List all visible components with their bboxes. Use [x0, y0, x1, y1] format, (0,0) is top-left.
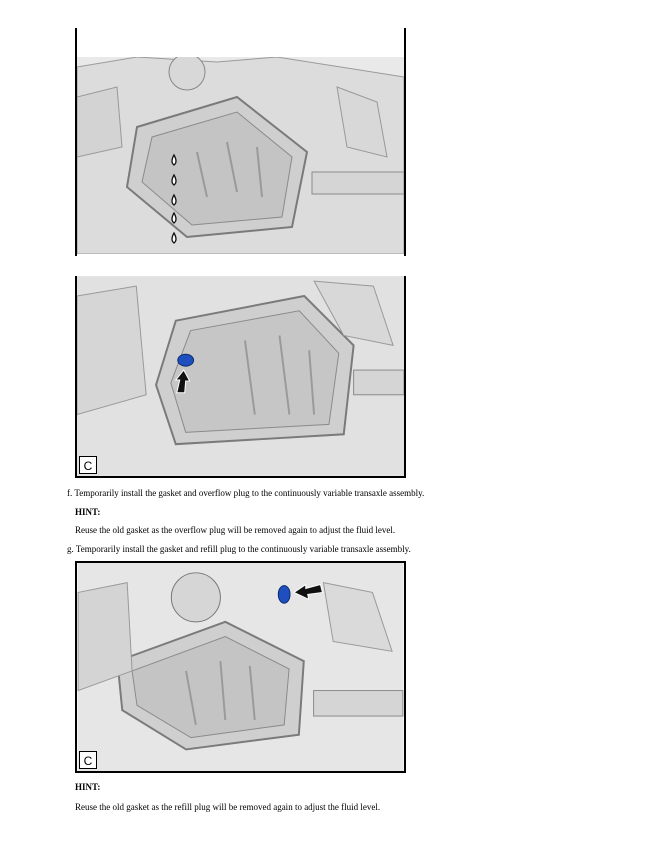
figure-callout-label: C	[79, 456, 97, 474]
figure-callout-label: C	[79, 751, 97, 769]
hint-text: Reuse the old gasket as the overflow plug will be removed again to adjust the fluid level.	[75, 525, 396, 535]
hint-label: HINT:	[75, 507, 101, 517]
oil-pan-drawing	[77, 276, 404, 476]
step-g-text: g. Temporarily install the gasket and refill plug to the continuously variable transaxle assembly.	[67, 544, 411, 554]
hint-text: Reuse the old gasket as the refill plug will be removed again to adjust the fluid level.	[75, 802, 381, 812]
figure-overflow-plug	[75, 276, 406, 478]
oil-pan-drawing	[77, 563, 404, 771]
oil-pan-drawing	[77, 57, 404, 254]
drain-plug-icon	[278, 586, 290, 604]
figure-refill-plug	[75, 561, 406, 773]
hint-label: HINT:	[75, 782, 101, 792]
drain-plug-icon	[178, 354, 194, 366]
step-f-text: f. Temporarily install the gasket and overflow plug to the continuously variable transaxle assembly.	[67, 488, 425, 498]
figure-oil-pan-draining	[77, 57, 404, 254]
